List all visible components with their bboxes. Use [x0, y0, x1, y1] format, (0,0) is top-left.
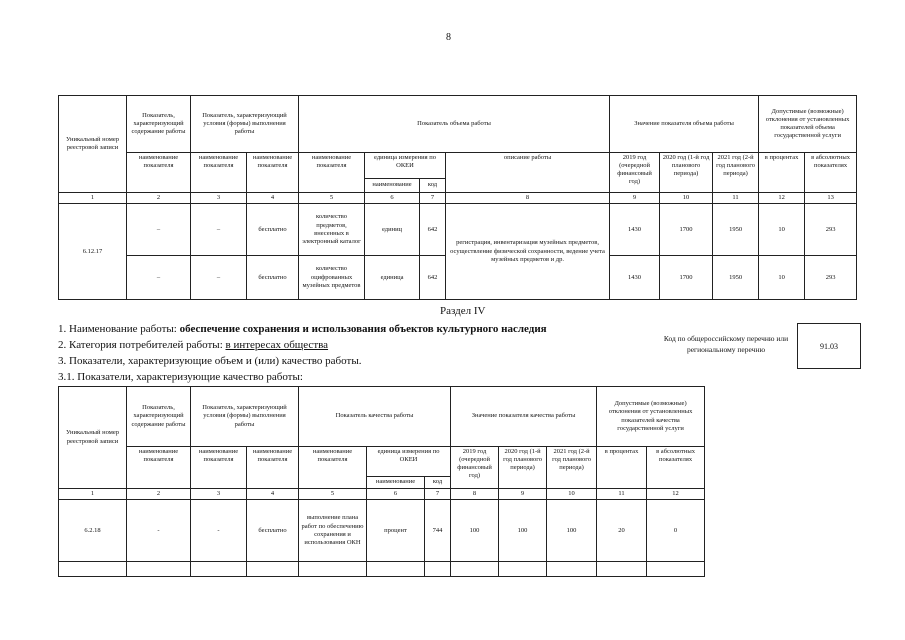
cell: 20	[597, 500, 647, 562]
registry-number: 6.2.18	[59, 500, 127, 562]
quality-indicators-line: 3.1. Показатели, характеризующие качество работы:	[58, 371, 303, 383]
cell: 1950	[713, 204, 759, 256]
work-description: регистрация, инвентаризация музейных предметов, осуществление физической сохранности, ведение учета музейных предметов и др.	[446, 204, 610, 300]
cell: 1700	[660, 204, 713, 256]
col-number: 10	[660, 193, 713, 204]
cell: 10	[759, 256, 805, 300]
subheader-absolute: в абсолютных показателях	[805, 153, 857, 193]
subheader-2020: 2020 год (1-й год планового периода)	[660, 153, 713, 193]
header-conditions: Показатель, характеризующий условия (формы) выполнения работы	[191, 387, 299, 447]
table-row	[59, 500, 705, 562]
col-number: 8	[446, 193, 610, 204]
work-name-label: 1. Наименование работы:	[58, 323, 180, 335]
registry-number: 6.12.17	[59, 204, 127, 300]
cell: 1430	[610, 204, 660, 256]
section-title: Раздел IV	[440, 305, 486, 317]
col-number: 1	[59, 193, 127, 204]
cell: 642	[420, 204, 446, 256]
subheader-name: наименование показателя	[247, 153, 299, 193]
header-content: Показатель, характеризующий содержание работы	[127, 387, 191, 447]
cell: бесплатно	[247, 500, 299, 562]
cell: 744	[425, 500, 451, 562]
consumer-category-value: в интересах общества	[225, 339, 329, 351]
cell: 100	[547, 500, 597, 562]
header-quality-value: Значение показателя качества работы	[451, 387, 597, 447]
cell: 100	[499, 500, 547, 562]
col-number: 7	[420, 193, 446, 204]
cell: количество предметов, внесенных в электронный каталог	[299, 204, 365, 256]
cell: 293	[805, 256, 857, 300]
cell: 1700	[660, 256, 713, 300]
col-number: 2	[127, 193, 191, 204]
subheader-percent: в процентах	[597, 447, 647, 489]
subheader-unit: единица измерения по ОКЕИ	[367, 447, 451, 477]
subheader-name: наименование показателя	[247, 447, 299, 489]
header-volume: Показатель объема работы	[299, 96, 610, 153]
registry-code-box: 91.03	[797, 323, 861, 369]
cell: -	[191, 500, 247, 562]
cell: –	[127, 256, 191, 300]
header-quality: Показатель качества работы	[299, 387, 451, 447]
subheader-2021: 2021 год (2-й год планового периода)	[547, 447, 597, 489]
cell: 293	[805, 204, 857, 256]
subheader-unit: единица измерения по ОКЕИ	[365, 153, 446, 179]
cell: 0	[647, 500, 705, 562]
subheader-absolute: в абсолютных показателях	[647, 447, 705, 489]
col-number: 11	[597, 489, 647, 500]
table-row	[59, 204, 857, 256]
col-number: 5	[299, 193, 365, 204]
subheader-name: наименование показателя	[191, 447, 247, 489]
volume-table	[58, 95, 857, 300]
cell: 642	[420, 256, 446, 300]
cell: 100	[451, 500, 499, 562]
quality-table	[58, 386, 705, 577]
header-deviation: Допустимые (возможные) отклонения от установленных показателей объема государственной услуги	[759, 96, 857, 153]
subheader-name: наименование показателя	[191, 153, 247, 193]
cell: –	[191, 256, 247, 300]
col-number: 4	[247, 193, 299, 204]
subheader-description: описание работы	[446, 153, 610, 193]
cell: 1430	[610, 256, 660, 300]
cell: количество оцифрованных музейных предметов	[299, 256, 365, 300]
col-number: 2	[127, 489, 191, 500]
col-number: 5	[299, 489, 367, 500]
header-volume-value: Значение показателя объема работы	[610, 96, 759, 153]
cell: –	[127, 204, 191, 256]
col-number: 9	[499, 489, 547, 500]
registry-code-label: Код по общероссийскому перечню или региональному перечню	[663, 334, 789, 354]
subheader-unit-name: наименование	[365, 179, 420, 193]
subheader-unit-code: код	[420, 179, 446, 193]
col-number: 13	[805, 193, 857, 204]
header-content: Показатель, характеризующий содержание работы	[127, 96, 191, 153]
cell: бесплатно	[247, 256, 299, 300]
col-number: 3	[191, 193, 247, 204]
col-number: 8	[451, 489, 499, 500]
cell: –	[191, 204, 247, 256]
indicators-line: 3. Показатели, характеризующие объем и (или) качество работы.	[58, 355, 362, 367]
col-number: 3	[191, 489, 247, 500]
subheader-name: наименование показателя	[127, 153, 191, 193]
cell: выполнение плана работ по обеспечению сохранения и использования ОКН	[299, 500, 367, 562]
col-number: 12	[759, 193, 805, 204]
col-number: 9	[610, 193, 660, 204]
col-number: 6	[367, 489, 425, 500]
cell: единица	[365, 256, 420, 300]
subheader-2019: 2019 год (очередной финансовый год)	[610, 153, 660, 193]
page-number: 8	[446, 32, 451, 43]
header-conditions: Показатель, характеризующий условия (формы) выполнения работы	[191, 96, 299, 153]
subheader-2020: 2020 год (1-й год планового периода)	[499, 447, 547, 489]
work-name-value: обеспечение сохранения и использования объектов культурного наследия	[179, 323, 547, 335]
col-number: 1	[59, 489, 127, 500]
consumer-category-line	[58, 339, 328, 351]
col-number: 12	[647, 489, 705, 500]
cell: 10	[759, 204, 805, 256]
cell: 1950	[713, 256, 759, 300]
col-number: 6	[365, 193, 420, 204]
subheader-percent: в процентах	[759, 153, 805, 193]
header-unique-number: Уникальный номер реестровой записи	[59, 387, 127, 489]
consumer-category-label: 2. Категория потребителей работы:	[58, 339, 226, 351]
subheader-2019: 2019 год (очередной финансовый год)	[451, 447, 499, 489]
header-unique-number: Уникальный номер реестровой записи	[59, 96, 127, 193]
col-number: 7	[425, 489, 451, 500]
subheader-unit-code: код	[425, 477, 451, 489]
subheader-name: наименование показателя	[299, 447, 367, 489]
col-number: 10	[547, 489, 597, 500]
col-number: 11	[713, 193, 759, 204]
work-name-line	[58, 323, 547, 335]
col-number: 4	[247, 489, 299, 500]
header-deviation: Допустимые (возможные) отклонения от установленных показателей качества государственной услуги	[597, 387, 705, 447]
subheader-2021: 2021 год (2-й год планового периода)	[713, 153, 759, 193]
subheader-unit-name: наименование	[367, 477, 425, 489]
cell: процент	[367, 500, 425, 562]
subheader-name: наименование показателя	[299, 153, 365, 193]
subheader-name: наименование показателя	[127, 447, 191, 489]
cell: -	[127, 500, 191, 562]
cell: единиц	[365, 204, 420, 256]
cell: бесплатно	[247, 204, 299, 256]
